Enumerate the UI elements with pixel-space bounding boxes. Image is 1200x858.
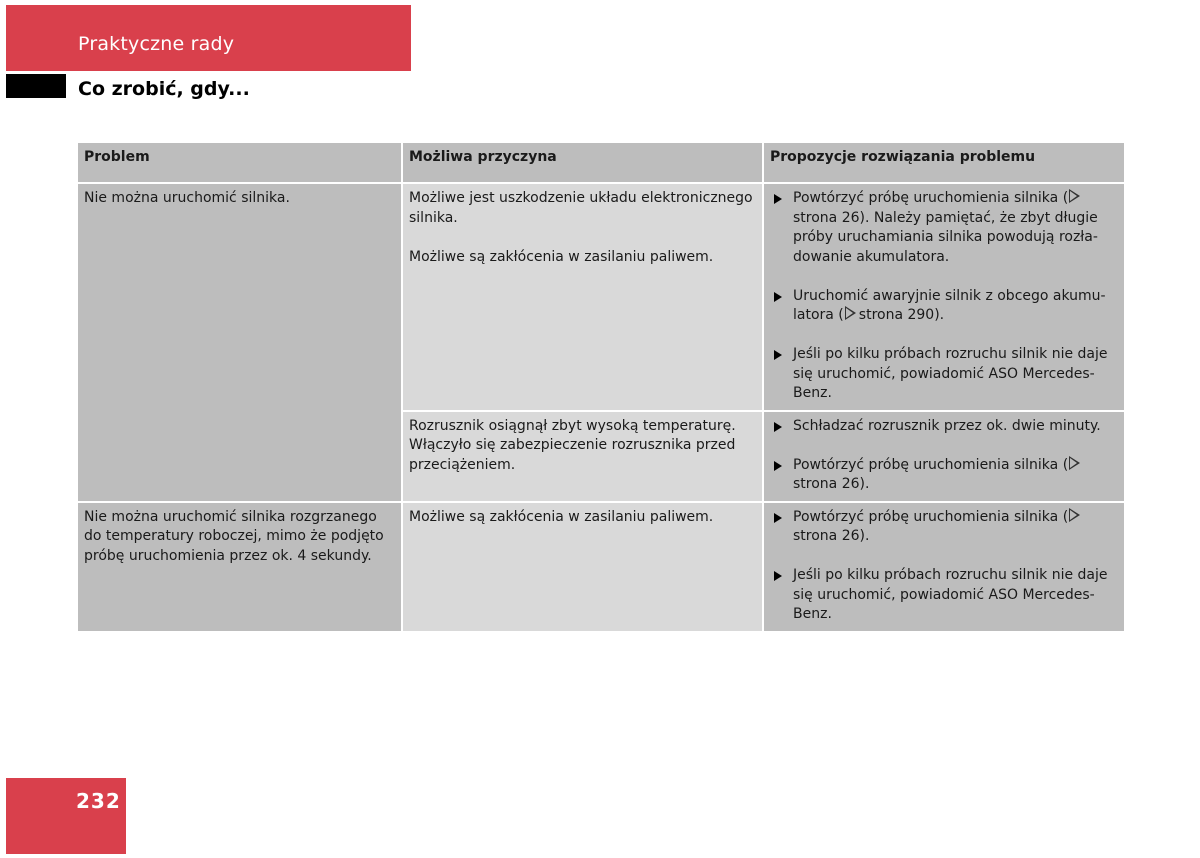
- troubleshooting-table: [76, 141, 1126, 633]
- cause-text: Możliwe są zakłócenia w zasilaniu paliwem.: [409, 248, 714, 265]
- cause-text: Możliwe są zakłócenia w zasilaniu paliwem.: [409, 508, 714, 525]
- solution-text: Uruchomić awaryjnie silnik z obcego akumu-latora (: [793, 287, 1106, 323]
- solution-text-end: ).: [859, 476, 870, 492]
- table-row: [77, 502, 1125, 632]
- page-reference-arrow-icon: [845, 306, 856, 320]
- solution-text-end: ).: [934, 307, 945, 323]
- solution-step: [770, 566, 1118, 625]
- column-header-problem: Problem: [77, 142, 402, 183]
- solution-step: [770, 287, 1118, 326]
- page-reference-arrow-icon: [1069, 508, 1080, 522]
- triangle-right-bullet-icon: [774, 292, 782, 302]
- triangle-right-bullet-icon: [774, 350, 782, 360]
- triangle-right-bullet-icon: [774, 513, 782, 523]
- solution-text-end: ).: [859, 528, 870, 544]
- cause-cell: [402, 411, 763, 502]
- column-header-cause: Możliwa przyczyna: [402, 142, 763, 183]
- page-number: 232: [76, 789, 121, 813]
- column-header-solution: Propozycje rozwiązania problemu: [763, 142, 1125, 183]
- table-header-row: [77, 142, 1125, 183]
- solution-step: [770, 456, 1118, 495]
- solution-text: Jeśli po kilku próbach rozruchu silnik nie daje się uruchomić, powiadomić ASO Mercedes-Benz.: [793, 567, 1108, 622]
- solution-list: [770, 508, 1118, 625]
- cause-text: Rozrusznik osiągnął zbyt wysoką temperaturę. Włączyło się zabezpieczenie rozrusznika przed przeciążeniem.: [409, 417, 736, 473]
- solution-list: [770, 189, 1118, 404]
- page-reference-link[interactable]: strona 26: [793, 528, 860, 544]
- heading-marker-bar: [6, 74, 66, 98]
- page-reference-link[interactable]: strona 290: [858, 307, 935, 323]
- page-reference-arrow-icon: [1069, 189, 1080, 203]
- cause-text: Możliwe jest uszkodzenie układu elektronicznego silnika.: [409, 190, 753, 226]
- solution-text: Powtórzyć próbę uruchomienia silnika (: [793, 190, 1069, 206]
- solution-cell: [763, 502, 1125, 632]
- solution-text: Powtórzyć próbę uruchomienia silnika (: [793, 508, 1069, 525]
- table-row: [77, 183, 1125, 411]
- triangle-right-bullet-icon: [774, 461, 782, 471]
- solution-text-end: ). Należy pamiętać, że zbyt długie próby uruchamiania silnika powodują rozła-dowanie akumulatora.: [793, 209, 1098, 265]
- table-body: [77, 183, 1125, 632]
- solution-step: [770, 189, 1118, 267]
- section-title: Praktyczne rady: [78, 33, 235, 55]
- page-title: Co zrobić, gdy...: [78, 78, 250, 100]
- solution-step: [770, 417, 1118, 437]
- triangle-right-bullet-icon: [774, 571, 782, 581]
- cause-cell: [402, 502, 763, 632]
- solution-cell: [763, 411, 1125, 502]
- triangle-right-bullet-icon: [774, 422, 782, 432]
- problem-cell: Nie można uruchomić silnika.: [77, 183, 402, 502]
- page-reference-arrow-icon: [1069, 456, 1080, 470]
- solution-cell: [763, 183, 1125, 411]
- cause-cell: [402, 183, 763, 411]
- page-reference-link[interactable]: strona 26: [793, 209, 860, 226]
- problem-cell: Nie można uruchomić silnika rozgrzanego do temperatury roboczej, mimo że podjęto próbę uruchomienia przez ok. 4 sekundy.: [77, 502, 402, 632]
- solution-list: [770, 417, 1118, 495]
- page-reference-link[interactable]: strona 26: [793, 476, 860, 492]
- solution-text: Jeśli po kilku próbach rozruchu silnik nie daje się uruchomić, powiadomić ASO Mercedes-Benz.: [793, 346, 1108, 401]
- solution-step: [770, 345, 1118, 404]
- solution-text: Powtórzyć próbę uruchomienia silnika (: [793, 456, 1069, 473]
- solution-text: Schładzać rozrusznik przez ok. dwie minuty.: [793, 417, 1101, 434]
- triangle-right-bullet-icon: [774, 194, 782, 204]
- solution-step: [770, 508, 1118, 547]
